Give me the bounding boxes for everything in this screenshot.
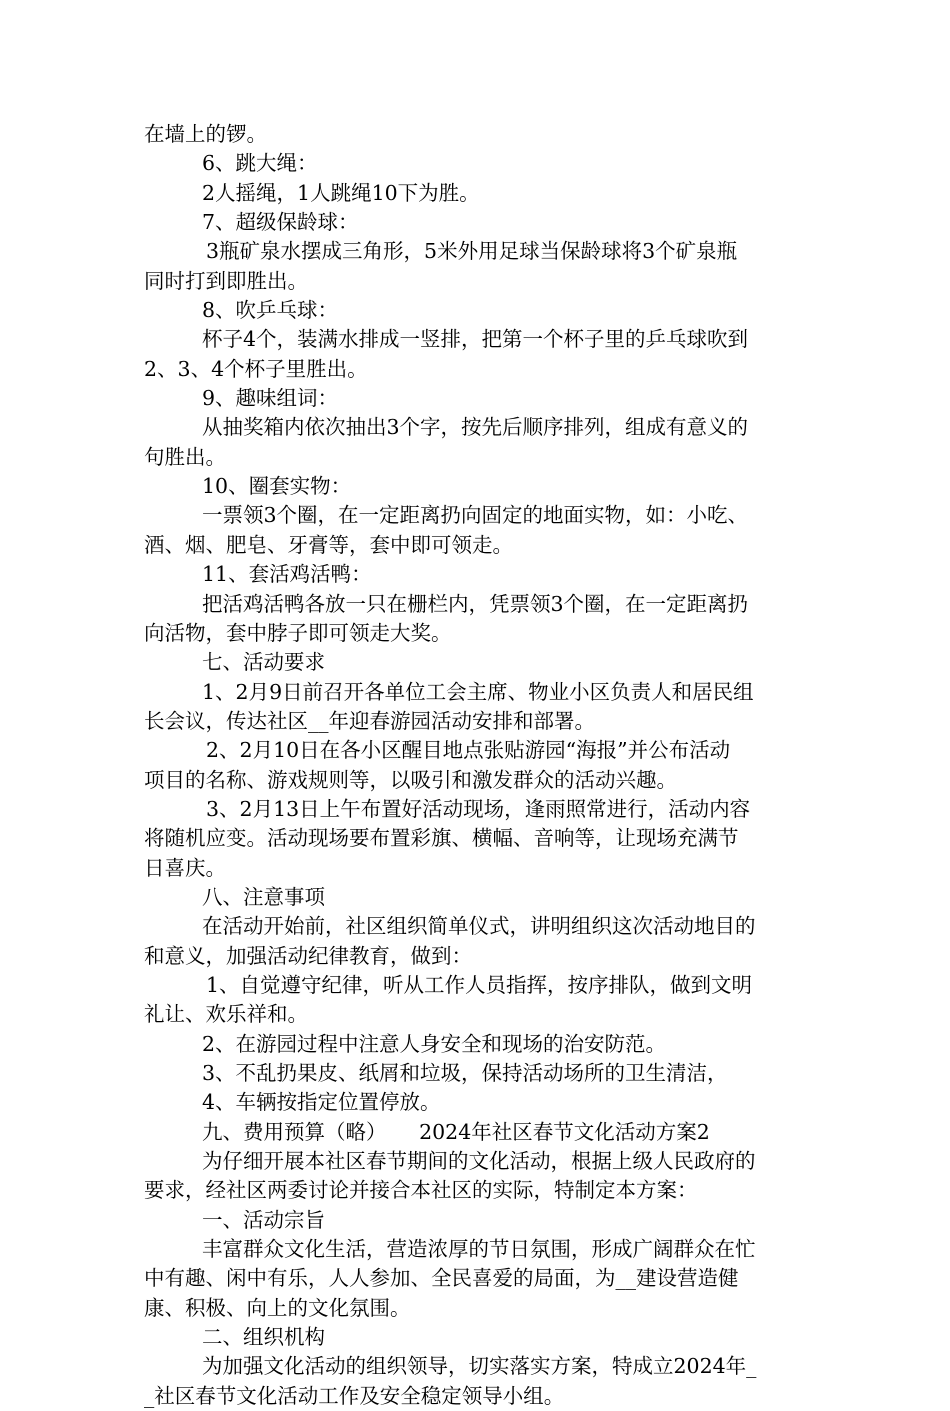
- text-line: 1、2月9日前召开各单位工会主席、物业小区负责人和居民组: [202, 679, 754, 704]
- item-heading: 7、超级保龄球：: [202, 210, 359, 235]
- text-line: 2人摇绳，1人跳绳10下为胜。: [202, 180, 480, 205]
- item-heading: 11、套活鸡活鸭：: [202, 562, 372, 587]
- item-heading: 8、吹乒乓球：: [202, 298, 339, 323]
- text-line: 将随机应变。活动现场要布置彩旗、横幅、音响等，让现场充满节: [144, 826, 739, 851]
- section-heading: 九、费用预算（略） 2024年社区春节文化活动方案2: [202, 1119, 710, 1144]
- text-line: 中有趣、闲中有乐，人人参加、全民喜爱的局面，为__建设营造健: [144, 1266, 739, 1291]
- document-body: [144, 120, 812, 1411]
- text-line: 为仔细开展本社区春节期间的文化活动，根据上级人民政府的: [202, 1149, 756, 1174]
- text-line: 长会议，传达社区__年迎春游园活动安排和部署。: [144, 708, 595, 733]
- text-line: 康、积极、向上的文化氛围。: [144, 1295, 411, 1320]
- text-line: 4、车辆按指定位置停放。: [202, 1090, 441, 1115]
- text-line: 项目的名称、游戏规则等，以吸引和激发群众的活动兴趣。: [144, 767, 677, 792]
- text-line: 3、2月13日上午布置好活动现场，逢雨照常进行，活动内容: [206, 796, 751, 821]
- text-line: 酒、烟、肥皂、牙膏等，套中即可领走。: [144, 532, 513, 557]
- text-line: 日喜庆。: [144, 855, 226, 880]
- text-line: 和意义，加强活动纪律教育，做到：: [144, 943, 472, 968]
- text-line: 2、2月10日在各小区醒目地点张贴游园“海报”并公布活动: [206, 738, 731, 763]
- text-line: 3、不乱扔果皮、纸屑和垃圾，保持活动场所的卫生清洁，: [202, 1061, 728, 1085]
- section-heading: 八、注意事项: [202, 884, 325, 909]
- item-heading: 6、跳大绳：: [202, 151, 318, 176]
- text-line: 向活物，套中脖子即可领走大奖。: [144, 620, 452, 645]
- text-line: 同时打到即胜出。: [144, 268, 308, 293]
- section-heading: 二、组织机构: [202, 1325, 325, 1350]
- text-line: 3瓶矿泉水摆成三角形，5米外用足球当保龄球将3个矿泉瓶: [206, 239, 738, 264]
- text-line: 礼让、欢乐祥和。: [144, 1002, 308, 1027]
- text-line: 把活鸡活鸭各放一只在栅栏内，凭票领3个圈，在一定距离扔: [202, 591, 749, 616]
- text-line: 在活动开始前，社区组织简单仪式，讲明组织这次活动地目的: [202, 914, 756, 939]
- text-line: 2、3、4个杯子里胜出。: [144, 356, 368, 381]
- section-heading: 七、活动要求: [202, 650, 325, 675]
- text-line: 句胜出。: [144, 444, 226, 469]
- text-line: 杯子4个，装满水排成一竖排，把第一个杯子里的乒乓球吹到: [202, 327, 749, 352]
- text-line: 1、自觉遵守纪律，听从工作人员指挥，按序排队，做到文明: [206, 972, 753, 997]
- text-line: 2、在游园过程中注意人身安全和现场的治安防范。: [202, 1031, 667, 1056]
- text-line: 从抽奖箱内依次抽出3个字，按先后顺序排列，组成有意义的: [202, 415, 749, 440]
- text-line: 丰富群众文化生活，营造浓厚的节日氛围，形成广阔群众在忙: [202, 1237, 756, 1262]
- text-line: 要求，经社区两委讨论并接合本社区的实际，特制定本方案：: [144, 1178, 698, 1203]
- item-heading: 9、趣味组词：: [202, 386, 339, 411]
- text-line: 在墙上的锣。: [144, 122, 267, 146]
- section-heading: 一、活动宗旨: [202, 1207, 325, 1232]
- text-line: 为加强文化活动的组织领导，切实落实方案，特成立2024年_: [202, 1354, 757, 1379]
- item-heading: 10、圈套实物：: [202, 474, 352, 499]
- text-line: _社区春节文化活动工作及安全稳定领导小组。: [144, 1383, 565, 1408]
- text-line: 一票领3个圈，在一定距离扔向固定的地面实物，如：小吃、: [202, 503, 749, 528]
